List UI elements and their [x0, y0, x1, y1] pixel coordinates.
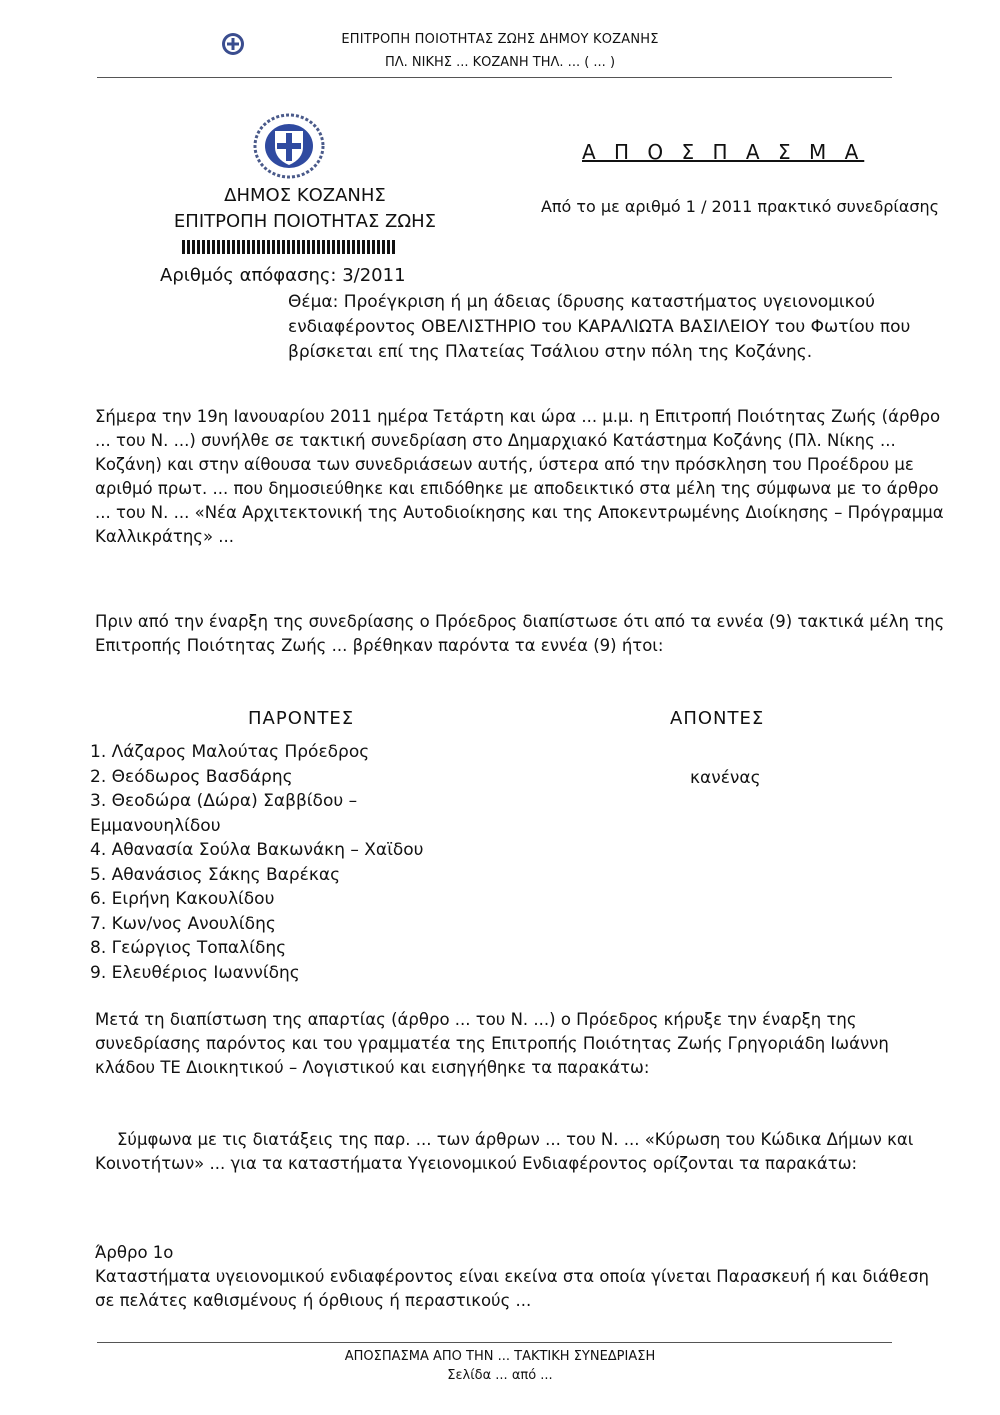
present-member: 4. Αθανασία Σούλα Βακωνάκη – Χαϊδου	[90, 840, 424, 860]
redaction-bar	[182, 240, 397, 254]
quorum-paragraph: Πριν από την έναρξη της συνεδρίασης ο Πρόεδρος διαπίστωσε ότι από τα εννέα (9) τακτικά μέλη της Επιτροπής Ποιότητας Ζωής ... βρέθηκαν παρόντα τα εννέα (9) ήτοι:	[95, 612, 945, 655]
org-line-2: ΕΠΙΤΡΟΠΗ ΠΟΙΟΤΗΤΑΣ ΖΩΗΣ	[173, 211, 437, 232]
footer-line-1: ΑΠΟΣΠΑΣΜΑ ΑΠΟ ΤΗΝ ... ΤΑΚΤΙΚΗ ΣΥΝΕΔΡΙΑΣΗ	[344, 1349, 656, 1364]
present-member: 6. Ειρήνη Κακουλίδου	[90, 889, 275, 909]
header-divider	[97, 77, 892, 78]
present-member: 5. Αθανάσιος Σάκης Βαρέκας	[90, 864, 341, 885]
secretary-paragraph: Μετά τη διαπίστωση της απαρτίας (άρθρο ... του Ν. ...) ο Πρόεδρος κήρυξε την έναρξη της συνεδρίασης παρόντος και του γραμματέα της Επιτροπής Ποιότητας Ζωής Γρηγοριάδη Ιωάννη κλάδου ΤΕ Διοικητικού – Λογιστικού και εισηγήθηκε τα παρακάτω:	[95, 1010, 889, 1077]
decision-number: Αριθμός απόφασης: 3/2011	[160, 265, 406, 286]
subject: Θέμα: Προέγκριση ή μη άδειας ίδρυσης καταστήματος υγειονομικού ενδιαφέροντος ΟΒΕΛΙΣΤΗΡΙΟ του ΚΑΡΑΛΙΩΤΑ ΒΑΣΙΛΕΙΟΥ του Φωτίου που βρίσκεται επί της Πλατείας Τσάλιου στην πόλη της Κοζάνης.	[288, 292, 911, 362]
absent-value: κανένας	[690, 768, 761, 788]
present-header: ΠΑΡΟΝΤΕΣ	[248, 708, 355, 729]
article-title: Άρθρο 1ο	[95, 1243, 174, 1262]
coat-of-arms-icon	[253, 113, 325, 179]
footer-line-2: Σελίδα ... από ...	[447, 1368, 553, 1383]
present-member: 2. Θεόδωρος Βασδάρης	[90, 766, 293, 787]
header-line-2: ΠΛ. ΝΙΚΗΣ ... ΚΟΖΑΝΗ ΤΗΛ. ... ( ... )	[384, 55, 616, 70]
present-member: 9. Ελευθέριος Ιωαννίδης	[90, 962, 300, 983]
article-text: Καταστήματα υγειονομικού ενδιαφέροντος είναι εκείνα στα οποία γίνεται Παρασκευή ή και διάθεση σε πελάτες καθισμένους ή όρθιους ή περαστικούς ...	[95, 1267, 929, 1310]
present-list	[90, 740, 610, 985]
footer-divider	[97, 1342, 892, 1343]
absent-header: ΑΠΟΝΤΕΣ	[670, 708, 765, 729]
legal-paragraph: Σύμφωνα με τις διατάξεις της παρ. ... των άρθρων ... του Ν. ... «Κύρωση του Κώδικα Δήμων και Κοινοτήτων» ... για τα καταστήματα Υγειονομικού Ενδιαφέροντος ορίζονται τα παρακάτω:	[95, 1130, 914, 1173]
present-member: 3. Θεοδώρα (Δώρα) Σαββίδου –	[90, 791, 358, 811]
intro-paragraph: Σήμερα την 19η Ιανουαρίου 2011 ημέρα Τετάρτη και ώρα ... μ.μ. η Επιτροπή Ποιότητας Ζωής (άρθρο ... του Ν. ...) συνήλθε σε τακτική συνεδρίαση στο Δημαρχιακό Κατάστημα Κοζάνης (Πλ. Νίκης ... Κοζάνη) και στην αίθουσα των συνεδριάσεων αυτής, ύστερα από την πρόσκληση του Προέδρου με αριθμό πρωτ. ... που δημοσιεύθηκε και επιδόθηκε με αποδεικτικό στα μέλη της σύμφωνα με το άρθρο ... του Ν. ... «Νέα Αρχιτεκτονική της Αυτοδιοίκησης και της Αποκεντρωμένης Διοίκησης – Πρόγραμμα Καλλικράτης» ...	[95, 407, 944, 546]
decision-source: Από το με αριθμό 1 / 2011 πρακτικό συνεδρίασης	[540, 197, 940, 216]
header-line-1: ΕΠΙΤΡΟΠΗ ΠΟΙΟΤΗΤΑΣ ΖΩΗΣ ΔΗΜΟΥ ΚΟΖΑΝΗΣ	[341, 32, 659, 47]
present-member: 1. Λάζαρος Μαλούτας Πρόεδρος	[90, 742, 370, 762]
present-member: 8. Γεώργιος Τοπαλίδης	[90, 938, 287, 958]
org-line-1: ΔΗΜΟΣ ΚΟΖΑΝΗΣ	[224, 185, 386, 206]
present-member: 7. Κων/νος Ανουλίδης	[90, 913, 276, 934]
present-member: Εμμανουηλίδου	[90, 815, 221, 836]
document-title: Α Π Ο Σ Π Α Σ Μ Α	[582, 140, 865, 164]
